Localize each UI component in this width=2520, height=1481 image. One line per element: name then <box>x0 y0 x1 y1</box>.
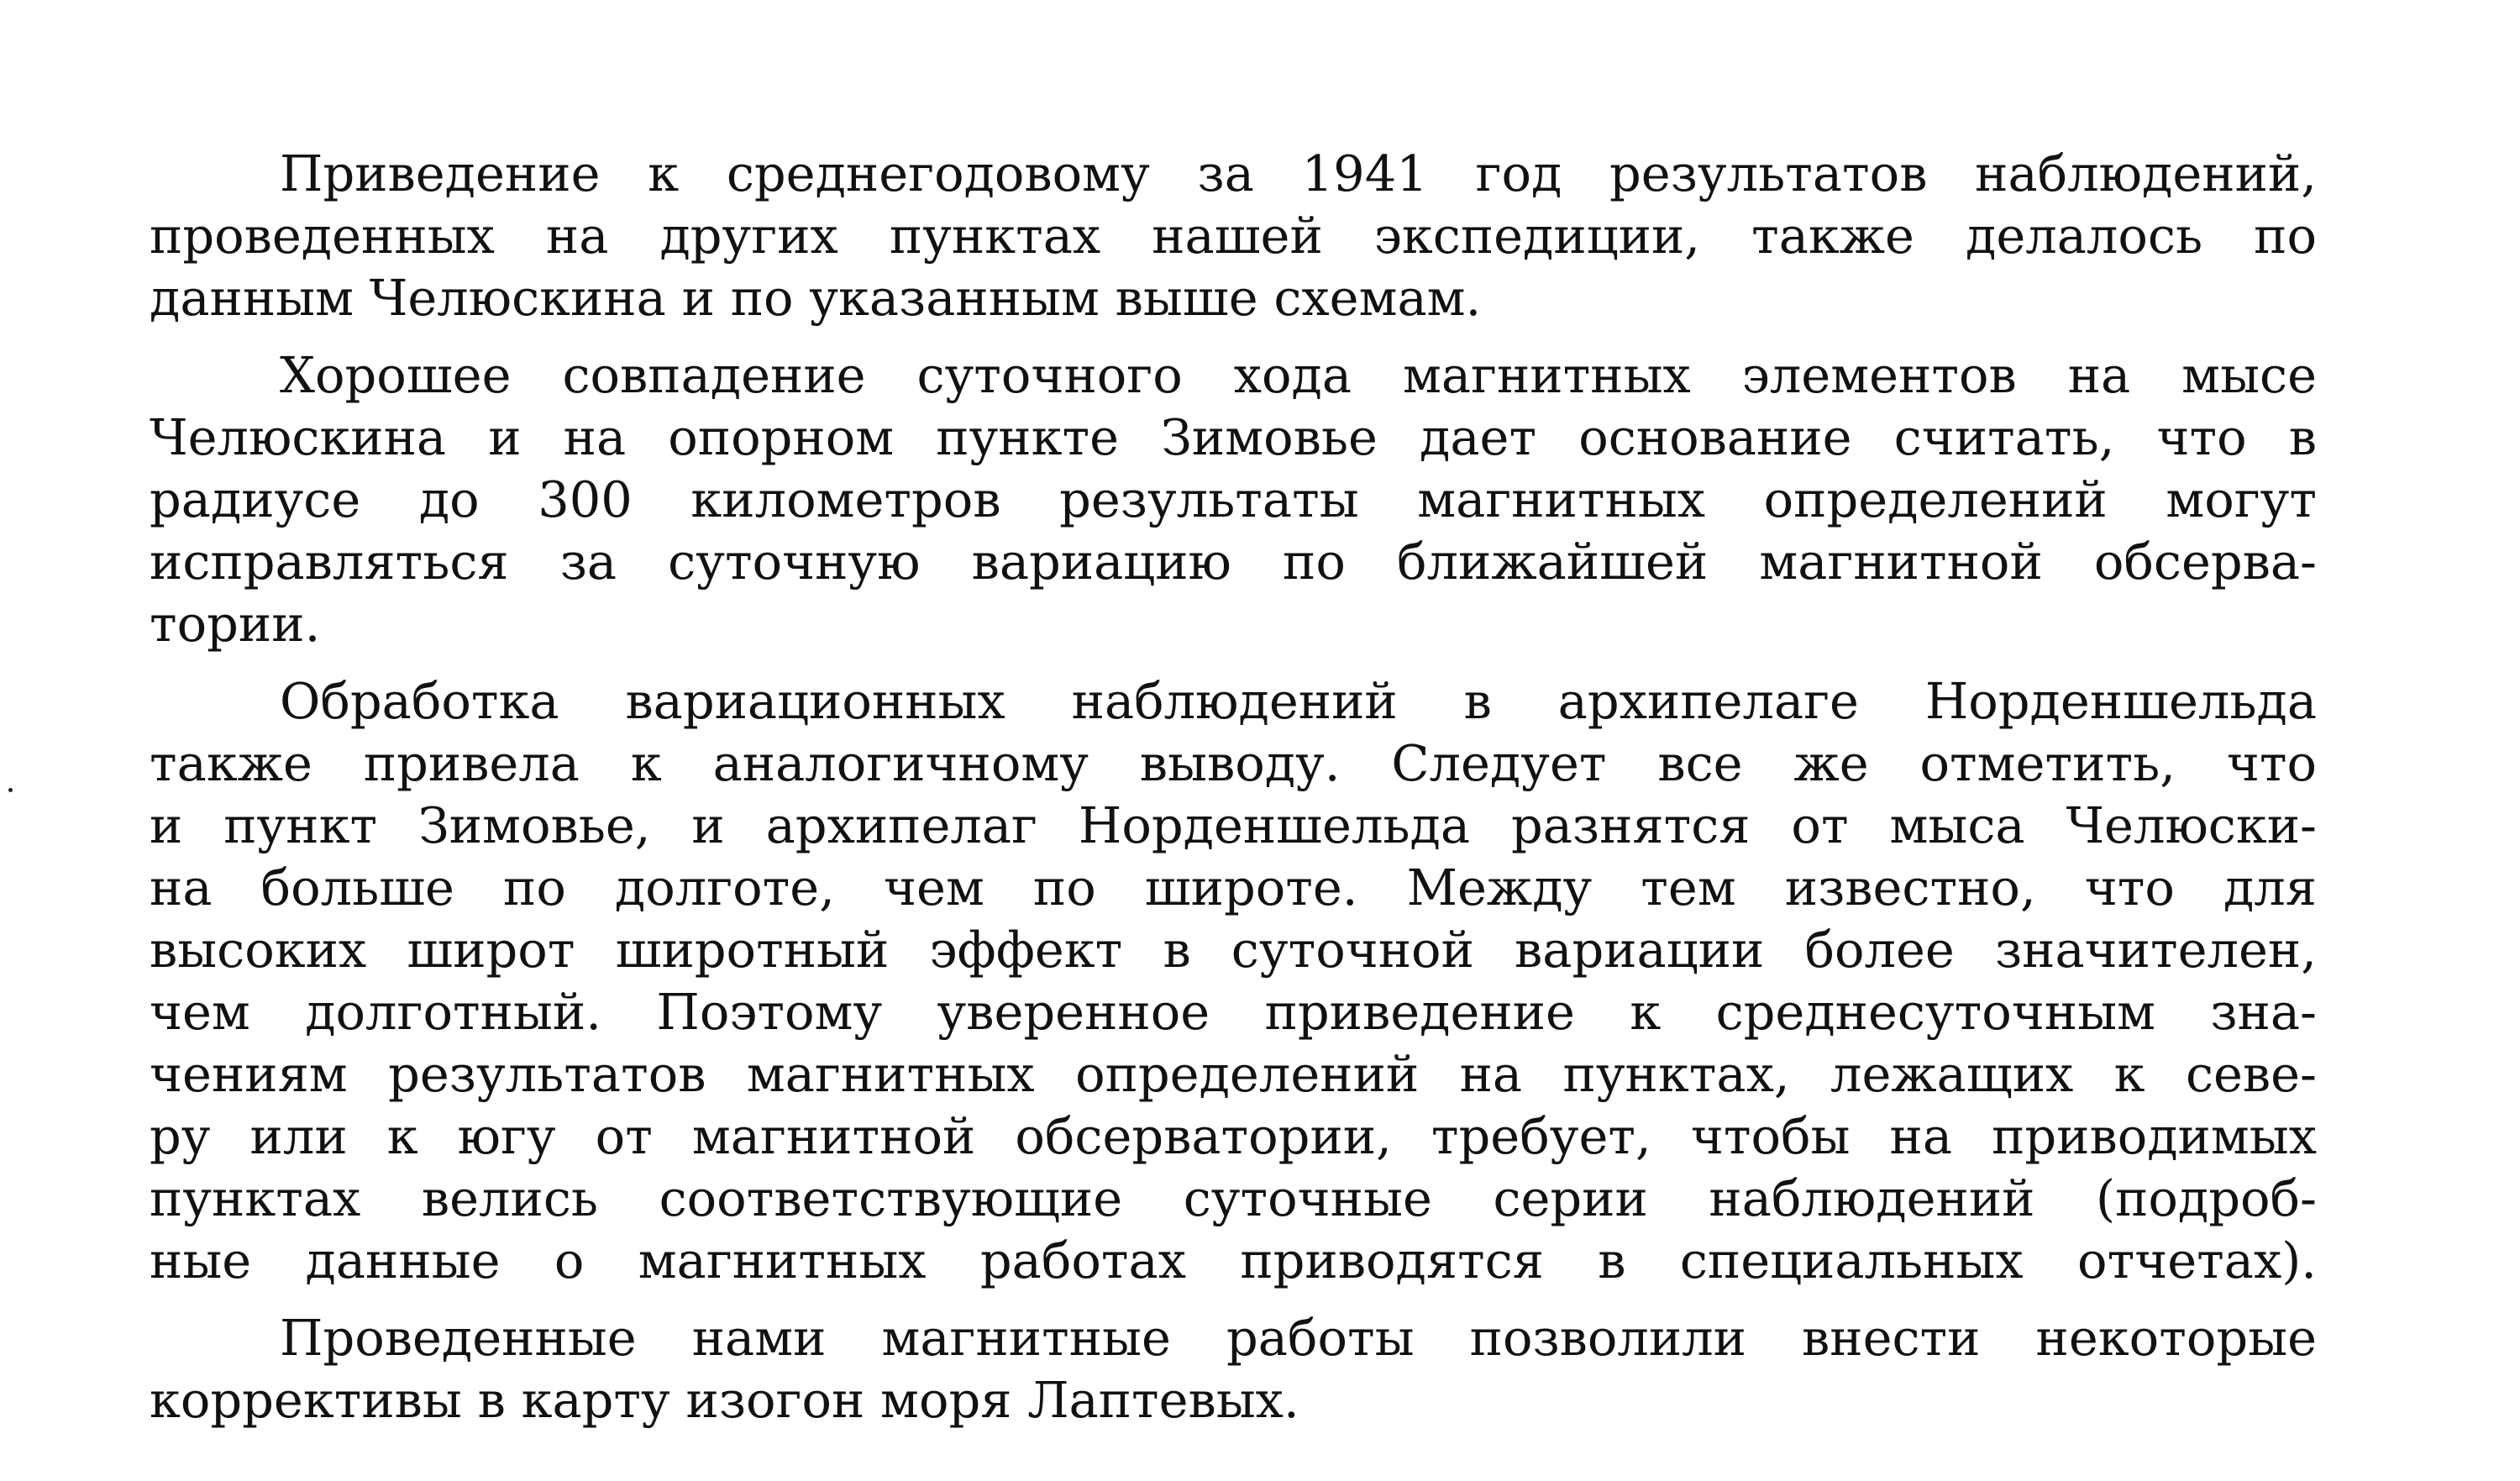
paragraph-4 <box>150 1307 2317 1431</box>
text-line: чениям результатов магнитных определений на пунктах, лежащих к севе- <box>150 1045 2317 1103</box>
text-line: и пункт Зимовье, и архипелаг Норденшельда разнятся от мыса Челюски- <box>150 796 2317 854</box>
text-line: также привела к аналогичному выводу. Следует все же отметить, что <box>150 734 2317 792</box>
text-line: чем долготный. Поэтому уверенное приведение к среднесуточным зна- <box>150 983 2317 1041</box>
paragraph-2 <box>150 344 2317 655</box>
text-line: радиусе до 300 километров результаты магнитных определений могут <box>150 470 2317 528</box>
text-line: Приведение к среднегодовому за 1941 год результатов наблюдений, <box>280 144 2317 202</box>
text-line: исправляться за суточную вариацию по ближайшей магнитной обсерва- <box>150 533 2317 591</box>
text-line: коррективы в карту изогон моря Лаптевых. <box>150 1371 1299 1429</box>
text-line: данным Челюскина и по указанным выше схемам. <box>150 269 1482 327</box>
text-line: Обработка вариационных наблюдений в архипелаге Норденшельда <box>280 672 2317 730</box>
text-line: тории. <box>150 595 321 653</box>
text-line: проведенных на других пунктах нашей экспедиции, также делалось по <box>150 207 2317 265</box>
text-line: ру или к югу от магнитной обсерватории, требует, чтобы на приводимых <box>150 1107 2317 1165</box>
document-body <box>150 143 2317 1447</box>
text-line: Проведенные нами магнитные работы позволили внести некоторые <box>280 1309 2317 1367</box>
scan-speck <box>8 788 13 792</box>
text-line: высоких широт широтный эффект в суточной вариации более значителен, <box>150 921 2317 979</box>
text-line: пунктах велись соответствующие суточные серии наблюдений (подроб- <box>150 1169 2317 1227</box>
text-line: на больше по долготе, чем по широте. Между тем известно, что для <box>150 859 2317 916</box>
paragraph-1 <box>150 143 2317 329</box>
text-line: Челюскина и на опорном пункте Зимовье дает основание считать, что в <box>150 408 2317 466</box>
paragraph-3 <box>150 670 2317 1292</box>
text-line: ные данные о магнитных работах приводятся в специальных отчетах). <box>150 1232 2317 1289</box>
text-line: Хорошее совпадение суточного хода магнитных элементов на мысе <box>280 346 2317 404</box>
